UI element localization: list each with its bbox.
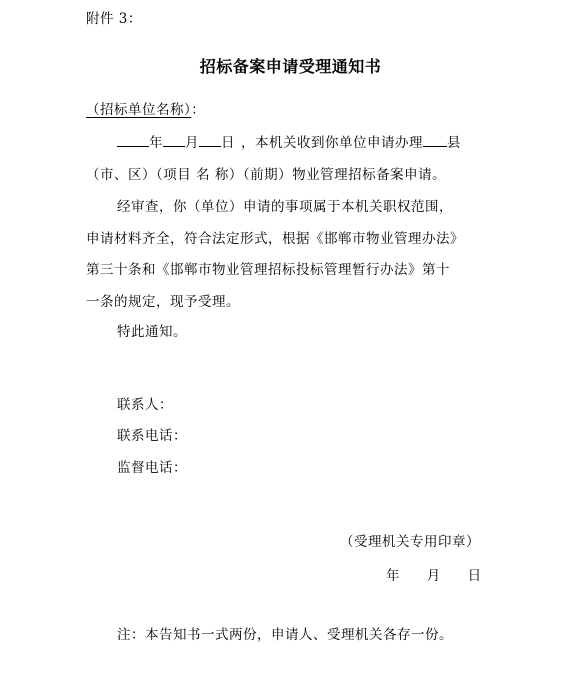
notice-end: 特此通知。 [117,324,187,340]
addressee-line [86,98,205,118]
day-blank [199,133,221,147]
paragraph-2-line-1: 经审查，你（单位）申请的事项属于本机关职权范围， [117,199,453,215]
paragraph-2-line-4: 一条的规定，现予受理。 [86,294,240,310]
receipt-text: ，本机关收到你单位申请办理 [241,135,423,151]
contact-phone-label: 联系电话： [117,428,187,444]
addressee-colon: ： [191,102,206,118]
seal-label: （受理机关专用印章） [340,534,480,550]
attachment-label: 附件 3： [86,11,142,27]
date-line: 年 月 日 [386,568,482,584]
supervision-phone-label: 监督电话： [117,460,187,476]
document-title: 招标备案申请受理通知书 [199,57,382,76]
contact-person-label: 联系人： [117,397,173,413]
paragraph-1-line-2: （市、区）（项目 名 称）（前期）物业管理招标备案申请。 [86,167,447,183]
paragraph-1-line-1 [117,131,461,151]
county-blank [423,133,447,147]
footnote: 注：本告知书一式两份，申请人、受理机关各存一份。 [117,627,453,643]
year-blank [117,133,149,147]
county-label: 县 [447,135,461,151]
addressee-name-placeholder: （招标单位名称） [86,102,192,118]
year-label: 年 [149,135,163,151]
month-blank [163,133,185,147]
day-label: 日 [221,135,235,151]
paragraph-2-line-3: 第三十条和《邯郸市物业管理招标投标管理暂行办法》第十 [86,262,450,278]
month-label: 月 [185,135,199,151]
paragraph-2-line-2: 申请材料齐全，符合法定形式，根据《邯郸市物业管理办法》 [86,231,464,247]
